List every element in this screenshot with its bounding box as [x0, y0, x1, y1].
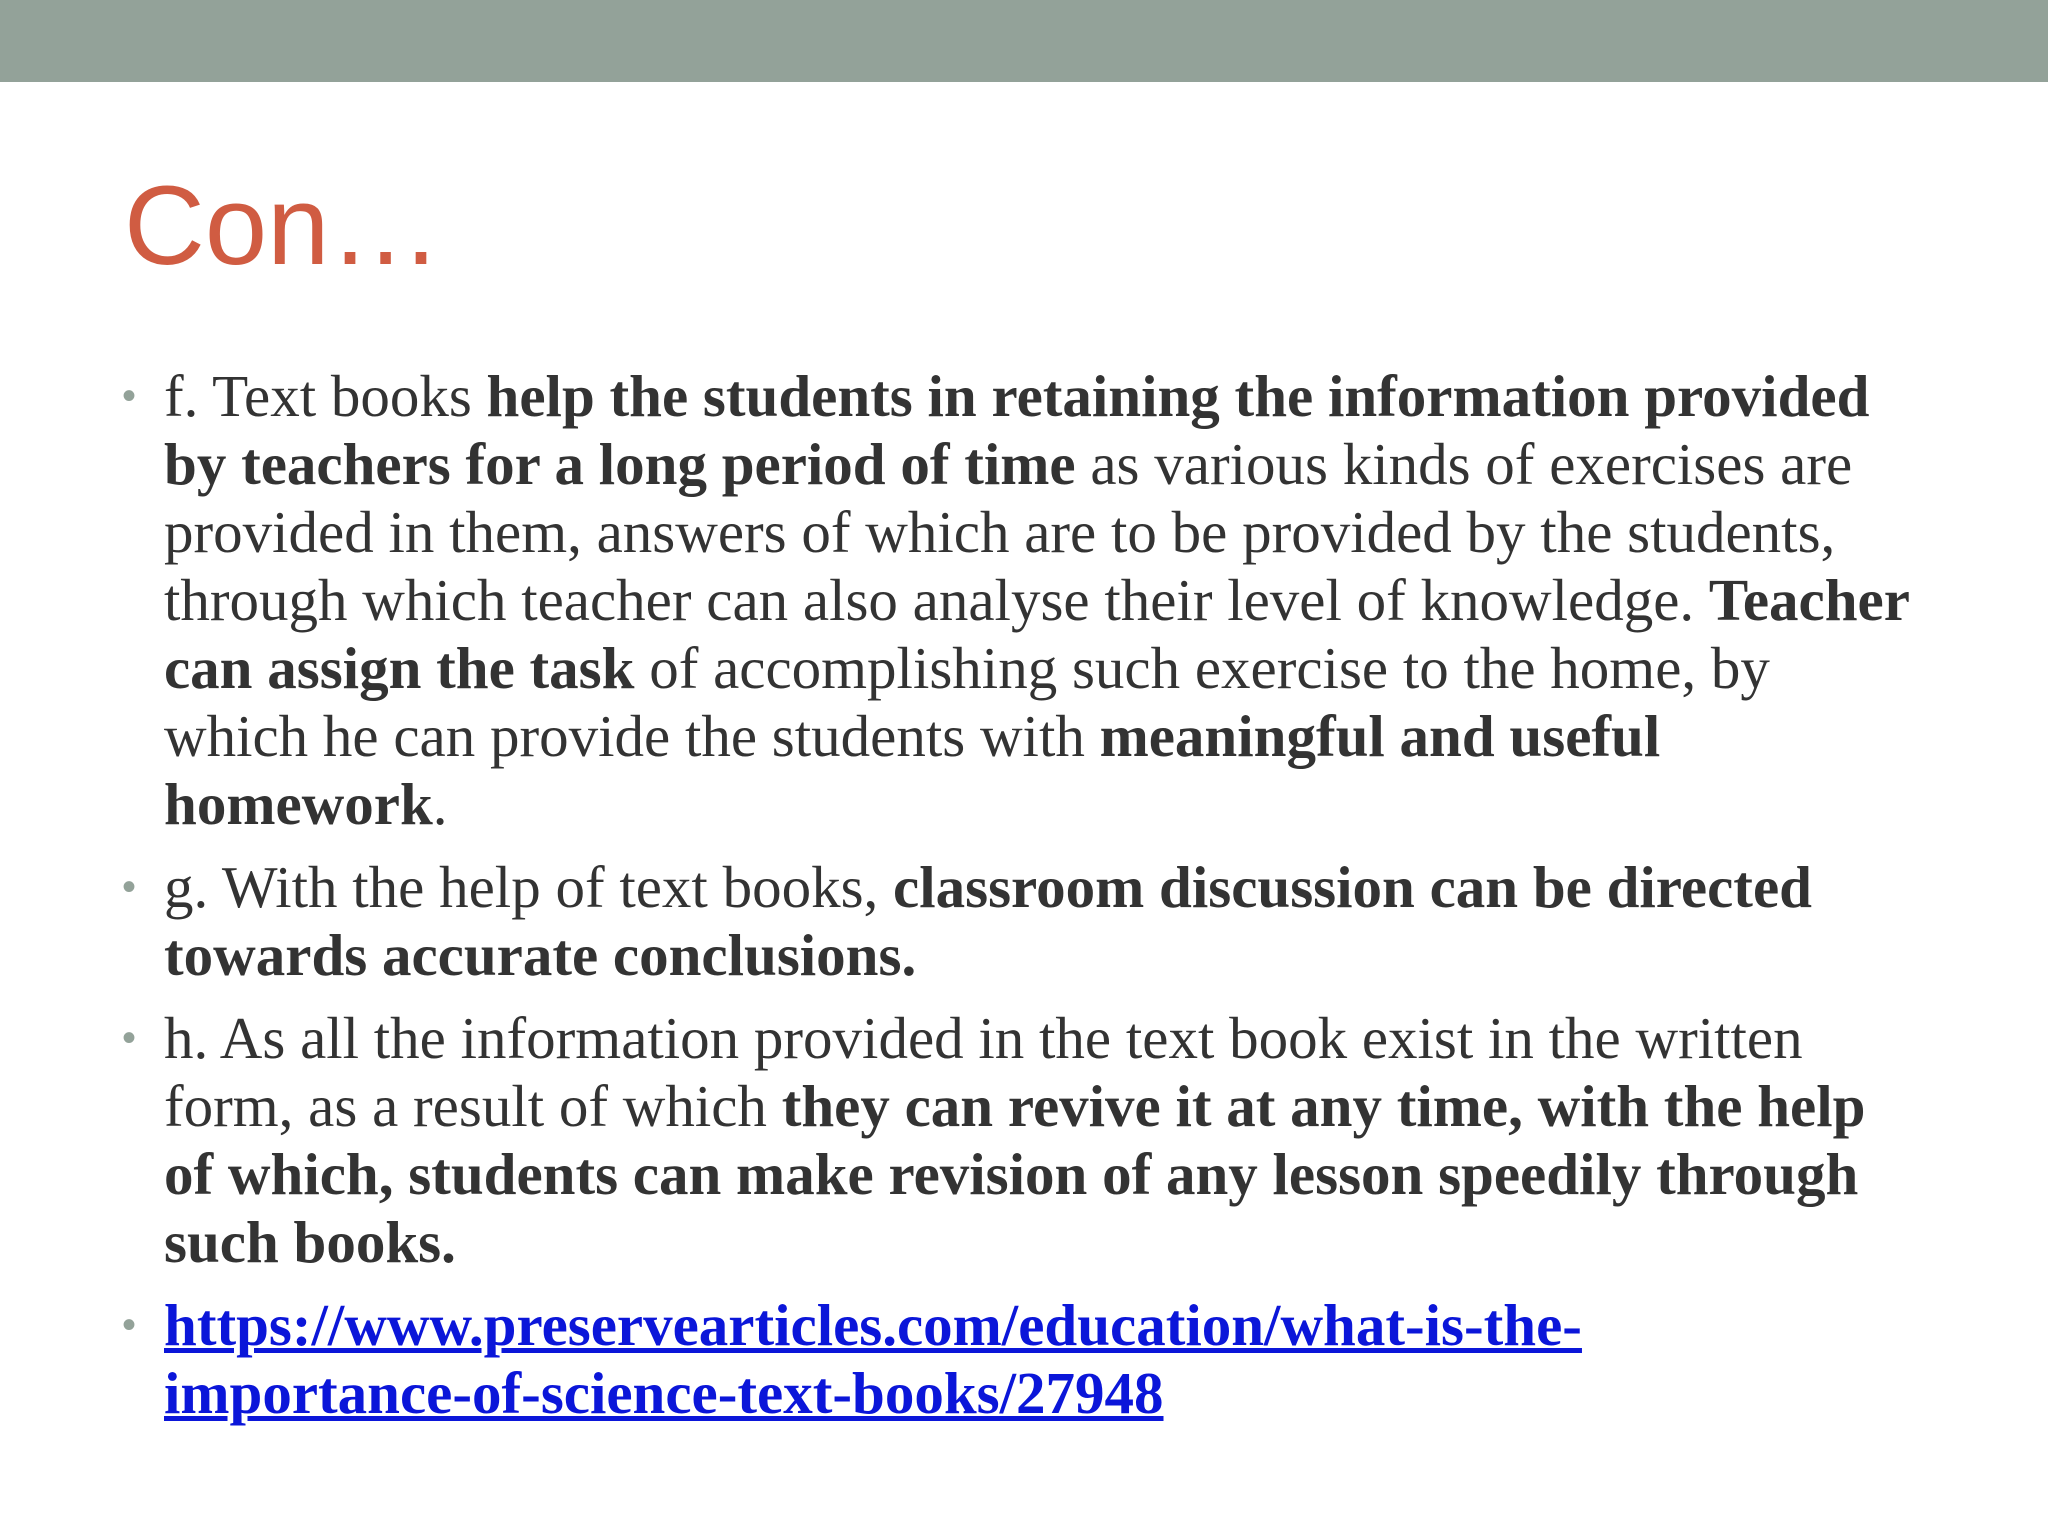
slide-title: Con… [124, 163, 442, 288]
bullet-dot-icon: • [122, 865, 137, 909]
bullet-item-g [122, 853, 1924, 989]
bullet-item-source [122, 1291, 1924, 1427]
bullet-text: g. With the help of text books, classroom discussion can be directed towards accurate conclusions. [164, 854, 1812, 988]
accent-band [0, 0, 2048, 82]
bullet-text: f. Text books help the students in retaining the information provided by teachers for a long period of time as various kinds of exercises are provided in them, answers of which are to be provided by the students, through which teacher can also analyse their level of knowledge. Teacher can assign the task of accomplishing such exercise to the home, by which he can provide the students with meaningful and useful homework. [164, 363, 1909, 837]
bullet-dot-icon: • [122, 374, 137, 418]
bullet-text: h. As all the information provided in the text book exist in the written form, as a result of which they can revive it at any time, with the help of which, students can make revision of any lesson speedily through such books. [164, 1005, 1866, 1275]
bullet-dot-icon: • [122, 1016, 137, 1060]
source-link[interactable]: https://www.preservearticles.com/education/what-is-the- importance-of-science-text-books/27948 [164, 1292, 1582, 1426]
bullet-dot-icon: • [122, 1303, 137, 1347]
bullet-item-h [122, 1004, 1924, 1276]
bullet-list [122, 362, 1924, 1442]
bullet-item-f [122, 362, 1924, 838]
